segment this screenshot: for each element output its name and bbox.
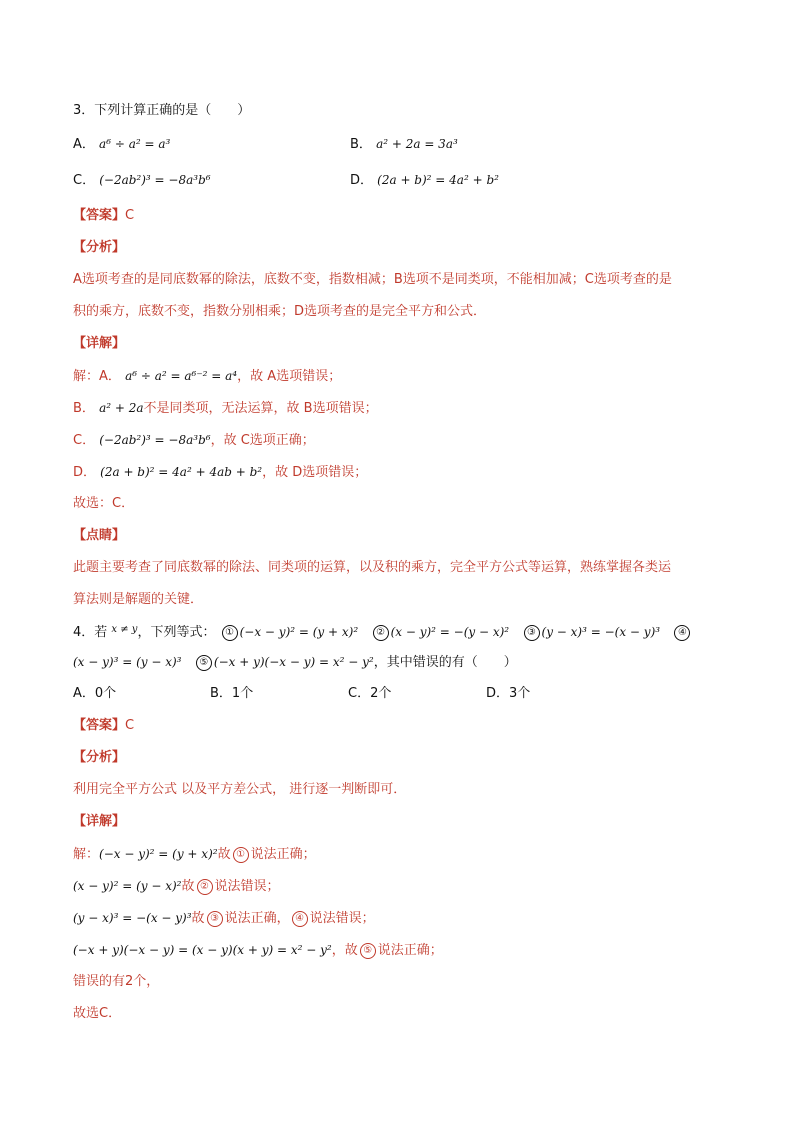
q4-prefix: 4．若 bbox=[73, 625, 108, 640]
q3-option-a bbox=[73, 135, 170, 154]
detail-letter: A bbox=[267, 369, 277, 384]
detail-letter: D bbox=[292, 465, 303, 480]
q3-title: 3．下列计算正确的是（ ） bbox=[73, 103, 251, 118]
detail-end: 说法错误； bbox=[309, 911, 375, 926]
q3-detail-b bbox=[73, 399, 378, 418]
q4-title-line-2 bbox=[73, 653, 517, 672]
circled-number-5: ⑤ bbox=[196, 655, 212, 671]
option-expr: (2a + b)² = 4a² + b² bbox=[377, 173, 499, 187]
q3-option-d bbox=[350, 171, 499, 190]
q4-title-end: ，其中错误的有（ ） bbox=[373, 655, 517, 670]
detail-mid: ，故 bbox=[210, 433, 237, 448]
q3-detail-a bbox=[73, 367, 341, 386]
detail-expr: a⁶ ÷ a² = a⁶⁻² = a⁴ bbox=[125, 369, 238, 383]
q4-detail-2 bbox=[73, 877, 280, 896]
equation-4: (x − y)³ = (y − x)³ bbox=[73, 655, 182, 669]
circled-number: ④ bbox=[292, 911, 308, 927]
q3-detail-d bbox=[73, 463, 367, 482]
detail-end: 说法正确； bbox=[377, 943, 443, 958]
q3-analysis-line-2: 积的乘方，底数不变，指数分别相乘；D选项考查的是完全平方和公式． bbox=[73, 304, 487, 319]
circled-number: ③ bbox=[207, 911, 223, 927]
detail-label: D． bbox=[73, 465, 97, 480]
detail-expr: (y − x)³ = −(x − y)³ bbox=[73, 911, 192, 925]
q3-choose: 故选：C． bbox=[73, 496, 135, 511]
q3-detail-c bbox=[73, 431, 315, 450]
answer-tag: 【答案】 bbox=[73, 208, 126, 223]
equation-1: (−x − y)² = (y + x)² bbox=[239, 625, 359, 639]
q4-analysis-tag: 【分析】 bbox=[73, 750, 126, 765]
detail-end: 说法错误； bbox=[214, 879, 280, 894]
q4-detail-3 bbox=[73, 909, 375, 928]
equation-2: (x − y)² = −(y − x)² bbox=[390, 625, 510, 639]
detail-end: 选项正确； bbox=[249, 433, 315, 448]
q4-detail-tag: 【详解】 bbox=[73, 814, 126, 829]
q4-option-d: D．3个 bbox=[486, 686, 531, 701]
detail-mid: 故 bbox=[191, 911, 205, 926]
detail-mid: ，故 bbox=[237, 369, 264, 384]
answer-value: C bbox=[125, 718, 135, 733]
q3-analysis-line-1: A选项考查的是同底数幂的除法，底数不变，指数相减；B选项不是同类项，不能相加减；C选项考查的是 bbox=[73, 272, 672, 287]
q4-condition: x ≠ y bbox=[111, 624, 138, 635]
q3-review-line-1: 此题主要考查了同底数幂的除法、同类项的运算，以及积的乘方，完全平方公式等运算，熟练掌握各类运 bbox=[73, 560, 672, 575]
option-label: C． bbox=[73, 173, 96, 188]
q3-review-line-2: 算法则是解题的关键． bbox=[73, 592, 204, 607]
detail-end: 选项错误； bbox=[302, 465, 368, 480]
option-expr: a² + 2a = 3a³ bbox=[376, 137, 458, 151]
equation-5: (−x + y)(−x − y) = x² − y² bbox=[213, 655, 374, 669]
detail-expr: (2a + b)² = 4a² + 4ab + b² bbox=[100, 465, 263, 479]
q3-option-b bbox=[350, 135, 458, 154]
circled-number-3: ③ bbox=[524, 625, 540, 641]
detail-mid: ，故 bbox=[331, 943, 358, 958]
circled-number: ② bbox=[197, 879, 213, 895]
q4-detail-1 bbox=[73, 845, 316, 864]
q4-choose: 故选C． bbox=[73, 1006, 122, 1021]
q4-mid: ，下列等式： bbox=[137, 625, 216, 640]
answer-tag: 【答案】 bbox=[73, 718, 126, 733]
q4-option-a: A．0个 bbox=[73, 686, 117, 701]
q3-answer bbox=[73, 207, 134, 225]
detail-text: 说法正确， bbox=[224, 911, 290, 926]
q4-detail-4 bbox=[73, 941, 443, 960]
detail-letter: B bbox=[303, 401, 313, 416]
detail-mid: ，故 bbox=[262, 465, 289, 480]
circled-number-2: ② bbox=[373, 625, 389, 641]
equation-3: (y − x)³ = −(x − y)³ bbox=[541, 625, 661, 639]
circled-number-1: ① bbox=[222, 625, 238, 641]
q3-analysis-tag: 【分析】 bbox=[73, 240, 126, 255]
option-expr: a⁶ ÷ a² = a³ bbox=[99, 137, 171, 151]
option-expr: (−2ab²)³ = −8a³b⁶ bbox=[99, 173, 211, 187]
answer-value: C bbox=[125, 208, 135, 223]
detail-expr: (x − y)² = (y − x)² bbox=[73, 879, 182, 893]
detail-mid: 故 bbox=[181, 879, 195, 894]
detail-end: 选项错误； bbox=[276, 369, 342, 384]
q4-option-b: B．1个 bbox=[210, 686, 254, 701]
detail-label: B． bbox=[73, 401, 95, 416]
detail-expr: (−x + y)(−x − y) = (x − y)(x + y) = x² − y² bbox=[73, 943, 332, 957]
q4-answer bbox=[73, 717, 134, 735]
option-label: B． bbox=[350, 137, 372, 152]
q4-title-line-1 bbox=[73, 621, 692, 642]
q4-analysis: 利用完全平方公式 以及平方差公式， 进行逐一判断即可． bbox=[73, 782, 407, 797]
detail-label: C． bbox=[73, 433, 96, 448]
circled-number: ⑤ bbox=[360, 943, 376, 959]
option-label: A． bbox=[73, 137, 95, 152]
option-label: D． bbox=[350, 173, 374, 188]
circled-number: ① bbox=[233, 847, 249, 863]
detail-letter: C bbox=[240, 433, 250, 448]
detail-expr: a² + 2a bbox=[99, 401, 144, 415]
detail-prefix: 解： bbox=[73, 847, 100, 862]
count-value: 2 bbox=[125, 974, 134, 989]
count-prefix: 错误的有 bbox=[73, 974, 126, 989]
q4-count bbox=[73, 973, 159, 991]
detail-expr: (−2ab²)³ = −8a³b⁶ bbox=[99, 433, 211, 447]
detail-text: 不是同类项，无法运算，故 bbox=[143, 401, 300, 416]
detail-end: 说法正确； bbox=[250, 847, 316, 862]
count-end: 个， bbox=[133, 974, 160, 989]
detail-end: 选项错误； bbox=[312, 401, 378, 416]
q3-option-c bbox=[73, 171, 211, 190]
detail-mid: 故 bbox=[217, 847, 231, 862]
detail-label: A． bbox=[99, 369, 121, 384]
q3-review-tag: 【点睛】 bbox=[73, 528, 126, 543]
detail-expr: (−x − y)² = (y + x)² bbox=[99, 847, 218, 861]
detail-prefix: 解： bbox=[73, 369, 100, 384]
circled-number-4: ④ bbox=[674, 625, 690, 641]
q3-detail-tag: 【详解】 bbox=[73, 336, 126, 351]
q4-option-c: C．2个 bbox=[348, 686, 392, 701]
